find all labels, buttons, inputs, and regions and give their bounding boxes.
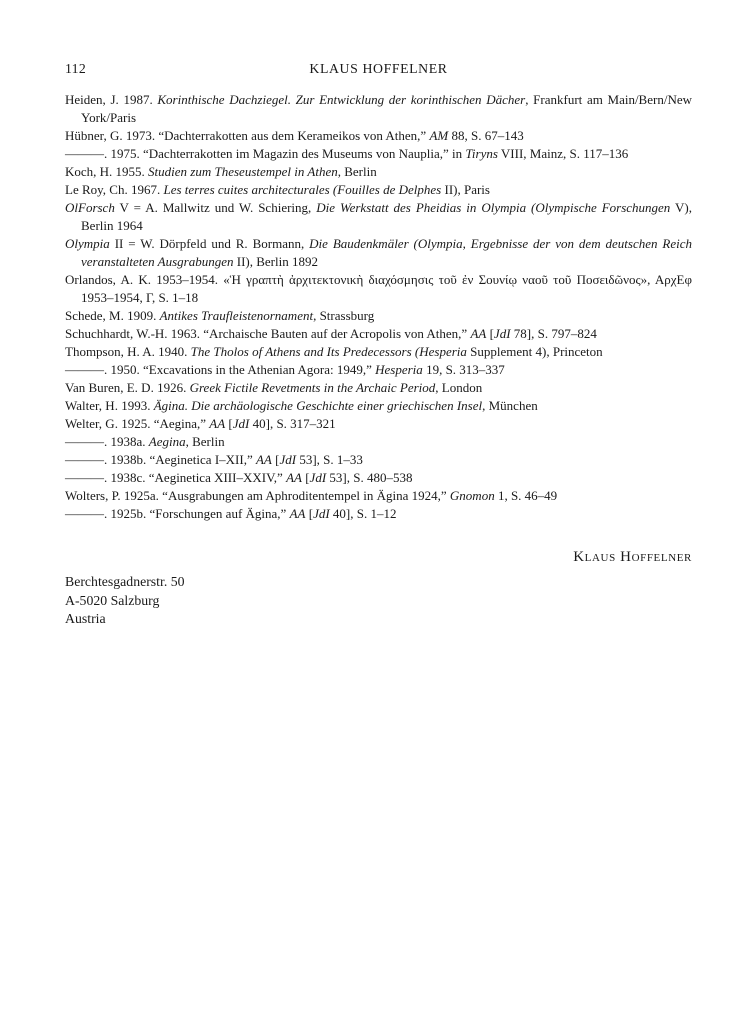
- bibliography-entry: [65, 163, 692, 181]
- entry-segment-roman: ———. 1938a.: [65, 434, 149, 449]
- entry-segment-italic: JdI: [313, 506, 330, 521]
- entry-segment-roman: Wolters, P. 1925a. “Ausgrabungen am Aphroditentempel in Ägina 1924,”: [65, 488, 450, 503]
- bibliography-entry: [65, 451, 692, 469]
- page-number: 112: [65, 61, 87, 76]
- entry-segment-roman: 78], S. 797–824: [510, 326, 597, 341]
- entry-segment-italic: Die Werkstatt des Pheidias in Olympia (Olympische Forschungen: [316, 200, 671, 215]
- bibliography-entry: [65, 271, 692, 307]
- entry-segment-roman: 88, S. 67–143: [448, 128, 524, 143]
- entry-segment-italic: Gnomon: [449, 488, 495, 503]
- entry-segment-italic: Tiryns: [465, 146, 498, 161]
- bibliography-entry: [65, 199, 692, 235]
- entry-segment-italic: Les terres cuites architecturales (Fouilles de Delphes: [163, 182, 442, 197]
- bibliography-entry: [65, 235, 692, 271]
- entry-segment-roman: Welter, G. 1925. “Aegina,”: [65, 416, 210, 431]
- entry-segment-italic: Die Baudenkmäler (Olympia, Ergebnisse der von dem deutschen Reich veranstalteten Ausgrabungen: [81, 236, 692, 269]
- entry-segment-roman: Schuchhardt, W.-H. 1963. “Archaische Bauten auf der Acropolis von Athen,”: [65, 326, 471, 341]
- entry-segment-roman: ———. 1950. “Excavations in the Athenian Agora: 1949,”: [65, 362, 376, 377]
- bibliography-entry: [65, 181, 692, 199]
- entry-segment-roman: [: [301, 470, 310, 485]
- entry-segment-roman: [: [486, 326, 494, 341]
- entry-segment-roman: 53], S. 1–33: [296, 452, 363, 467]
- entry-segment-italic: Greek Fictile Revetments in the Archaic Period: [189, 380, 436, 395]
- entry-segment-italic: OlForsch: [65, 200, 115, 215]
- entry-segment-roman: , London: [435, 380, 483, 395]
- entry-segment-italic: Antikes Traufleistenornament: [159, 308, 314, 323]
- entry-segment-roman: , Frankfurt am Main/Bern/New York/Paris: [81, 92, 692, 125]
- bibliography-entry: [65, 469, 692, 487]
- entry-segment-italic: AA: [255, 452, 272, 467]
- entry-segment-italic: AA: [470, 326, 487, 341]
- entry-segment-roman: 40], S. 317–321: [249, 416, 336, 431]
- bibliography-entry: [65, 487, 692, 505]
- author-signature: Klaus Hoffelner: [573, 549, 692, 565]
- bibliography-entry: [65, 91, 692, 127]
- entry-segment-italic: Studien zum Theseustempel in Athen: [148, 164, 338, 179]
- entry-segment-italic: Hesperia: [375, 362, 423, 377]
- bibliography-entry: [65, 307, 692, 325]
- entry-segment-roman: Walter, H. 1993.: [65, 398, 154, 413]
- entry-segment-roman: , Berlin: [185, 434, 225, 449]
- entry-segment-roman: Supplement 4), Princeton: [466, 344, 603, 359]
- bibliography-entry: [65, 145, 692, 163]
- page-header: [65, 61, 692, 79]
- entry-segment-italic: Ägina. Die archäologische Geschichte einer griechischen Insel: [153, 398, 483, 413]
- entry-segment-roman: II), Paris: [441, 182, 490, 197]
- entry-segment-italic: AA: [209, 416, 226, 431]
- entry-segment-roman: Hübner, G. 1973. “Dachterrakotten aus dem Kerameikos von Athen,”: [65, 128, 430, 143]
- entry-segment-italic: AM: [429, 128, 449, 143]
- bibliography: [65, 91, 692, 523]
- bibliography-entry: [65, 379, 692, 397]
- entry-segment-italic: JdI: [232, 416, 250, 431]
- entry-segment-italic: Olympia: [65, 236, 110, 251]
- bibliography-entry: [65, 397, 692, 415]
- entry-segment-roman: , Strassburg: [313, 308, 375, 323]
- entry-segment-roman: V = A. Mallwitz und W. Schiering,: [114, 200, 317, 215]
- entry-segment-italic: AA: [289, 506, 306, 521]
- entry-segment-roman: [: [225, 416, 233, 431]
- entry-segment-roman: 19, S. 313–337: [422, 362, 505, 377]
- bibliography-entry: [65, 127, 692, 145]
- entry-segment-roman: Orlandos, A. K. 1953–1954. «Ἡ γραπτὴ ἀρχιτεκτονικὴ διαχόσμησις τοῦ ἐν Σουνίῳ ναοῦ τοῦ Ποσειδῶνος», ΑρχΕφ 1953–1954, Γ, S. 1–18: [65, 272, 692, 305]
- bibliography-entry: [65, 361, 692, 379]
- entry-segment-roman: ———. 1938c. “Aeginetica XIII–XXIV,”: [65, 470, 287, 485]
- bibliography-entry: [65, 433, 692, 451]
- entry-segment-roman: Van Buren, E. D. 1926.: [65, 380, 190, 395]
- entry-segment-roman: Koch, H. 1955.: [65, 164, 149, 179]
- address-line-city: A-5020 Salzburg: [65, 592, 160, 608]
- bibliography-entry: [65, 325, 692, 343]
- entry-segment-italic: JdI: [493, 326, 511, 341]
- entry-segment-roman: [: [271, 452, 280, 467]
- entry-segment-roman: VIII, Mainz, S. 117–136: [497, 146, 629, 161]
- bibliography-entry: [65, 343, 692, 361]
- address-line-street: Berchtesgadnerstr. 50: [65, 574, 185, 589]
- bibliography-entry: [65, 415, 692, 433]
- entry-segment-roman: ———. 1925b. “Forschungen auf Ägina,”: [65, 506, 290, 521]
- entry-segment-italic: JdI: [309, 470, 327, 485]
- bibliography-entry: [65, 505, 692, 523]
- entry-segment-roman: V), Berlin 1964: [81, 200, 692, 233]
- entry-segment-roman: Le Roy, Ch. 1967.: [65, 182, 164, 197]
- entry-segment-italic: Aegina: [148, 434, 186, 449]
- address-line-country: Austria: [65, 611, 106, 626]
- entry-segment-roman: ———. 1975. “Dachterrakotten im Magazin des Museums von Nauplia,” in: [65, 146, 466, 161]
- entry-segment-roman: Heiden, J. 1987.: [65, 92, 158, 107]
- entry-segment-roman: II), Berlin 1892: [233, 254, 318, 269]
- entry-segment-roman: ———. 1938b. “Aeginetica I–XII,”: [65, 452, 256, 467]
- entry-segment-roman: Schede, M. 1909.: [65, 308, 160, 323]
- author-address: [65, 573, 185, 629]
- entry-segment-italic: JdI: [279, 452, 297, 467]
- entry-segment-roman: Thompson, H. A. 1940.: [65, 344, 191, 359]
- entry-segment-roman: 40], S. 1–12: [329, 506, 397, 521]
- running-head: KLAUS HOFFELNER: [309, 61, 448, 76]
- entry-segment-roman: , Berlin: [337, 164, 377, 179]
- entry-segment-roman: 1, S. 46–49: [494, 488, 558, 503]
- entry-segment-roman: II = W. Dörpfeld und R. Bormann,: [109, 236, 310, 251]
- entry-segment-roman: [: [305, 506, 314, 521]
- entry-segment-italic: AA: [286, 470, 302, 485]
- entry-segment-italic: Korinthische Dachziegel. Zur Entwicklung der korinthischen Dächer: [157, 92, 526, 107]
- entry-segment-roman: , München: [482, 398, 538, 413]
- entry-segment-italic: The Tholos of Athens and Its Predecessors (Hesperia: [190, 344, 467, 359]
- entry-segment-roman: 53], S. 480–538: [326, 470, 413, 485]
